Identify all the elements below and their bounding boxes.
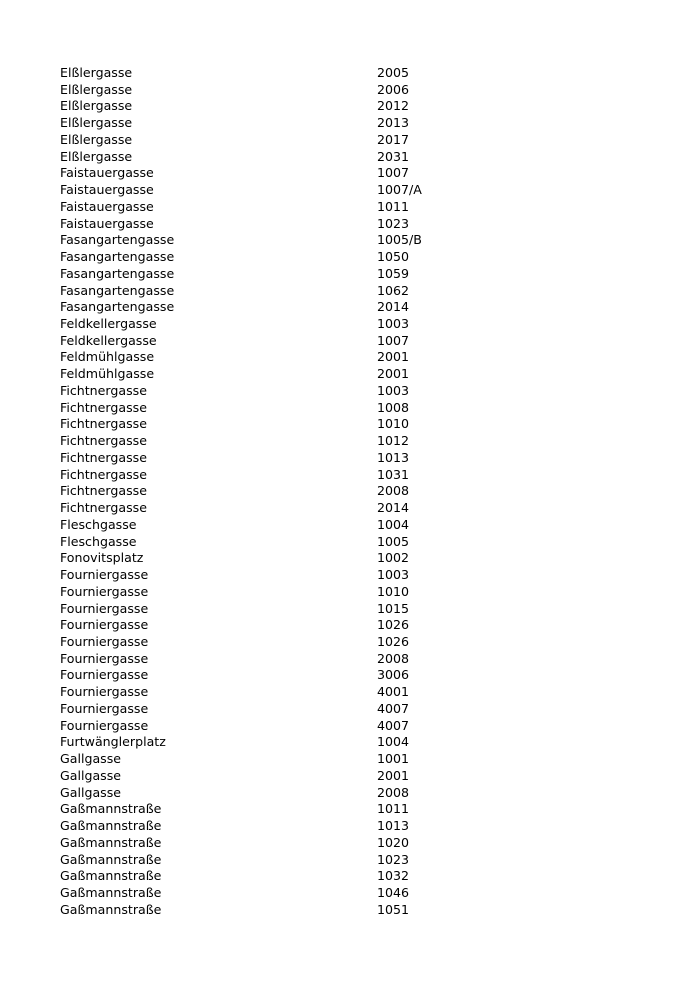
house-number: 1011 (377, 198, 410, 214)
street-name: Elßlergasse (60, 115, 133, 131)
house-number: 1008 (377, 399, 410, 415)
street-name: Fourniergasse (60, 684, 149, 700)
list-row (0, 601, 700, 618)
house-number: 1015 (377, 600, 410, 616)
street-name: Fasangartengasse (60, 249, 175, 265)
house-number: 1013 (377, 818, 410, 834)
list-row (0, 299, 700, 316)
house-number: 1062 (377, 282, 410, 298)
list-row (0, 617, 700, 634)
street-name: Furtwänglerplatz (60, 734, 166, 750)
list-row (0, 550, 700, 567)
list-row (0, 283, 700, 300)
house-number: 2031 (377, 148, 410, 164)
list-row (0, 584, 700, 601)
street-name: Fleschgasse (60, 516, 137, 532)
list-row (0, 684, 700, 701)
house-number: 1007/A (377, 182, 422, 198)
house-number: 3006 (377, 667, 410, 683)
list-row (0, 316, 700, 333)
street-name: Fasangartengasse (60, 299, 175, 315)
street-name: Fourniergasse (60, 650, 149, 666)
street-name: Elßlergasse (60, 131, 133, 147)
house-number: 1004 (377, 516, 410, 532)
street-name: Fourniergasse (60, 583, 149, 599)
house-number: 1004 (377, 734, 410, 750)
list-row (0, 818, 700, 835)
list-row (0, 517, 700, 534)
house-number: 1002 (377, 550, 410, 566)
list-row (0, 902, 700, 919)
list-row (0, 416, 700, 433)
street-name: Gaßmannstraße (60, 818, 162, 834)
street-name: Fourniergasse (60, 717, 149, 733)
street-name: Fourniergasse (60, 700, 149, 716)
street-name: Elßlergasse (60, 65, 133, 80)
street-name: Elßlergasse (60, 81, 133, 97)
house-number: 1007 (377, 332, 410, 348)
list-row (0, 852, 700, 869)
house-number: 2014 (377, 299, 410, 315)
house-number: 1059 (377, 265, 410, 281)
street-name: Fichtnergasse (60, 399, 147, 415)
house-number: 1012 (377, 433, 410, 449)
address-list (0, 65, 700, 918)
house-number: 1032 (377, 868, 410, 884)
house-number: 2006 (377, 81, 410, 97)
list-row (0, 483, 700, 500)
list-row (0, 467, 700, 484)
list-row (0, 450, 700, 467)
street-name: Fichtnergasse (60, 466, 147, 482)
list-row (0, 165, 700, 182)
list-row (0, 751, 700, 768)
list-row (0, 98, 700, 115)
house-number: 4007 (377, 717, 410, 733)
street-name: Fichtnergasse (60, 500, 147, 516)
list-row (0, 65, 700, 82)
street-name: Elßlergasse (60, 98, 133, 114)
house-number: 1003 (377, 382, 410, 398)
street-name: Fichtnergasse (60, 416, 147, 432)
house-number: 1011 (377, 801, 410, 817)
list-row (0, 132, 700, 149)
house-number: 4007 (377, 700, 410, 716)
list-row (0, 199, 700, 216)
list-row (0, 149, 700, 166)
house-number: 1005/B (377, 232, 422, 248)
house-number: 1020 (377, 834, 410, 850)
street-name: Fleschgasse (60, 533, 137, 549)
list-row (0, 182, 700, 199)
house-number: 2001 (377, 349, 410, 365)
street-name: Gaßmannstraße (60, 868, 162, 884)
street-name: Feldkellergasse (60, 316, 157, 332)
street-name: Faistauergasse (60, 198, 154, 214)
house-number: 2005 (377, 65, 410, 80)
house-number: 1050 (377, 249, 410, 265)
list-row (0, 349, 700, 366)
street-name: Fichtnergasse (60, 433, 147, 449)
house-number: 1010 (377, 416, 410, 432)
house-number: 1023 (377, 851, 410, 867)
house-number: 2001 (377, 767, 410, 783)
house-number: 2008 (377, 483, 410, 499)
street-name: Gaßmannstraße (60, 884, 162, 900)
street-name: Elßlergasse (60, 148, 133, 164)
house-number: 1005 (377, 533, 410, 549)
house-number: 1003 (377, 316, 410, 332)
street-name: Gaßmannstraße (60, 901, 162, 917)
house-number: 1013 (377, 449, 410, 465)
street-name: Fasangartengasse (60, 232, 175, 248)
house-number: 2001 (377, 366, 410, 382)
house-number: 1046 (377, 884, 410, 900)
street-name: Fasangartengasse (60, 282, 175, 298)
street-name: Fichtnergasse (60, 483, 147, 499)
house-number: 1026 (377, 617, 410, 633)
list-row (0, 433, 700, 450)
house-number: 1051 (377, 901, 410, 917)
house-number: 2012 (377, 98, 410, 114)
list-row (0, 82, 700, 99)
list-row (0, 667, 700, 684)
street-name: Fourniergasse (60, 667, 149, 683)
list-row (0, 216, 700, 233)
house-number: 1003 (377, 567, 410, 583)
list-row (0, 734, 700, 751)
street-name: Gaßmannstraße (60, 801, 162, 817)
list-row (0, 718, 700, 735)
house-number: 2014 (377, 500, 410, 516)
street-name: Faistauergasse (60, 182, 154, 198)
street-name: Feldkellergasse (60, 332, 157, 348)
list-row (0, 701, 700, 718)
list-row (0, 835, 700, 852)
list-row (0, 785, 700, 802)
house-number: 1026 (377, 633, 410, 649)
list-row (0, 534, 700, 551)
list-row (0, 383, 700, 400)
list-row (0, 232, 700, 249)
street-name: Gaßmannstraße (60, 834, 162, 850)
house-number: 1023 (377, 215, 410, 231)
street-name: Fichtnergasse (60, 449, 147, 465)
list-row (0, 651, 700, 668)
house-number: 2017 (377, 131, 410, 147)
house-number: 1031 (377, 466, 410, 482)
list-row (0, 567, 700, 584)
list-row (0, 500, 700, 517)
street-name: Faistauergasse (60, 165, 154, 181)
street-name: Fourniergasse (60, 600, 149, 616)
house-number: 2008 (377, 650, 410, 666)
house-number: 2013 (377, 115, 410, 131)
list-row (0, 634, 700, 651)
list-row (0, 333, 700, 350)
street-name: Gallgasse (60, 751, 122, 767)
house-number: 2008 (377, 784, 410, 800)
list-row (0, 266, 700, 283)
street-name: Gallgasse (60, 767, 122, 783)
street-name: Gallgasse (60, 784, 122, 800)
street-name: Feldmühlgasse (60, 366, 155, 382)
list-row (0, 885, 700, 902)
list-row (0, 366, 700, 383)
street-name: Gaßmannstraße (60, 851, 162, 867)
street-name: Faistauergasse (60, 215, 154, 231)
house-number: 1010 (377, 583, 410, 599)
street-name: Fasangartengasse (60, 265, 175, 281)
house-number: 4001 (377, 684, 410, 700)
house-number: 1007 (377, 165, 410, 181)
street-name: Fourniergasse (60, 617, 149, 633)
street-name: Fichtnergasse (60, 382, 147, 398)
house-number: 1001 (377, 751, 410, 767)
list-row (0, 115, 700, 132)
list-row (0, 249, 700, 266)
list-row (0, 768, 700, 785)
street-name: Fourniergasse (60, 633, 149, 649)
list-row (0, 400, 700, 417)
list-row (0, 868, 700, 885)
street-name: Feldmühlgasse (60, 349, 155, 365)
list-row (0, 801, 700, 818)
street-name: Fonovitsplatz (60, 550, 144, 566)
street-name: Fourniergasse (60, 567, 149, 583)
